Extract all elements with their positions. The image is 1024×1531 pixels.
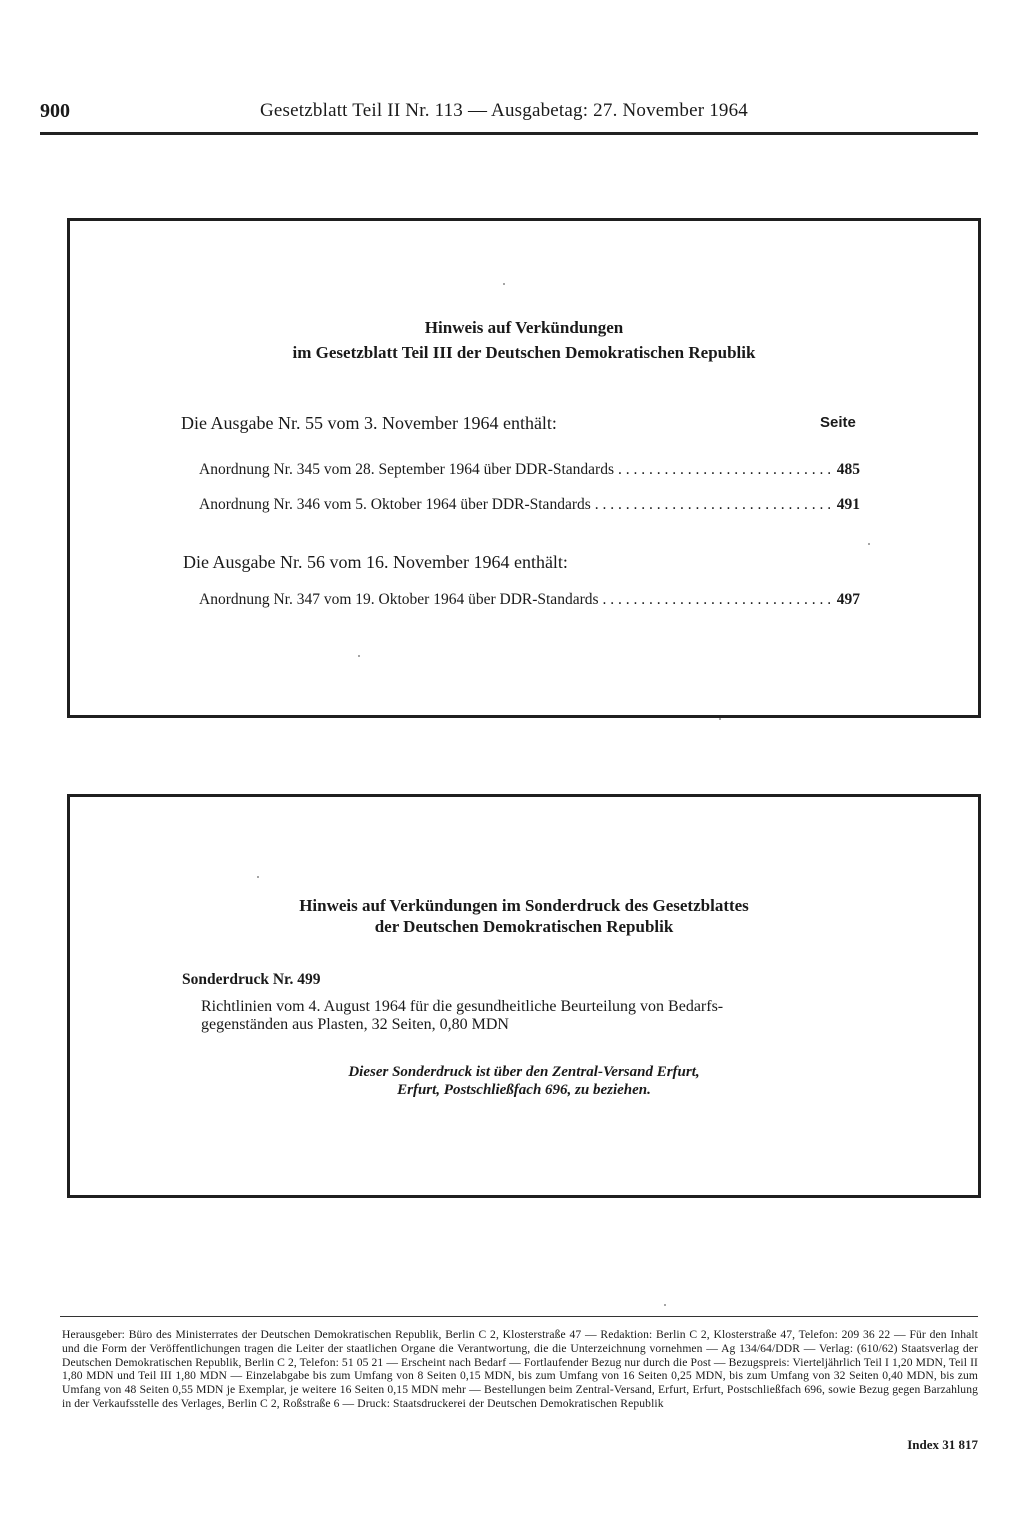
header-title: Gesetzblatt Teil II Nr. 113 — Ausgabetag: 27. November 1964: [260, 100, 749, 121]
entry-text: Anordnung Nr. 347 vom 19. Oktober 1964 über DDR-Standards: [199, 591, 599, 608]
leader-dots: [614, 461, 830, 479]
entry-text: Anordnung Nr. 345 vom 28. September 1964 über DDR-Standards: [199, 461, 615, 478]
entry-page: 497: [836, 591, 860, 608]
issue1-entry: [199, 461, 860, 479]
scan-speck: [358, 655, 360, 657]
entry-text: Anordnung Nr. 346 vom 5. Oktober 1964 über DDR-Standards: [199, 496, 591, 513]
distribution-note-line1: Dieser Sonderdruck ist über den Zentral-Versand Erfurt,: [348, 1064, 700, 1080]
box2-heading-line1: Hinweis auf Verkündungen im Sonderdruck des Gesetzblattes: [299, 896, 749, 915]
seite-label: Seite: [820, 414, 856, 431]
sonderdruck-description-line1: Richtlinien vom 4. August 1964 für die gesundheitliche Beurteilung von Bedarfs-: [201, 998, 724, 1015]
scan-speck: [719, 718, 721, 720]
scan-speck: [503, 283, 505, 285]
leader-dots: [599, 591, 830, 609]
page-number: 900: [40, 100, 70, 122]
imprint-text: Herausgeber: Büro des Ministerrates der Deutschen Demokratischen Republik, Berlin C 2, Klosterstraße 47 — Redaktion: Berlin C 2, Klosterstraße 47, Telefon: 209 36 22 — Für den Inhalt und die Form der Veröffentlichungen tragen die Leiter der staatlichen Organe die Verantwortung, die die Unterzeichnung vornehmen — Ag 134/64/DDR — Verlag: (610/62) Staatsverlag der Deutschen Demokratischen Republik, Berlin C 2, Telefon: 51 05 21 — Erscheint nach Bedarf — Fortlaufender Bezug nur durch die Post — Bezugspreis: Vierteljährlich Teil I 1,20 MDN, Teil II 1,80 MDN und Teil III 1,80 MDN — Einzelabgabe bis zum Umfang von 8 Seiten 0,15 MDN, bis zum Umfang von 16 Seiten 0,25 MDN, bis zum Umfang von 32 Seiten 0,40 MDN, bis zum Umfang von 48 Seiten 0,55 MDN je Exemplar, je weitere 16 Seiten 0,15 MDN mehr — Bestellungen beim Zentral-Versand, Erfurt, Erfurt, Postschließfach 696, sowie Bezug gegen Barzahlung in der Verkaufsstelle des Verlages, Berlin C 2, Roßstraße 6 — Druck: Staatsdruckerei der Deutschen Demokratischen Republik: [62, 1328, 978, 1410]
issue2-title: Die Ausgabe Nr. 56 vom 16. November 1964 enthält:: [183, 552, 568, 572]
footer-rule: [60, 1316, 978, 1317]
sonderdruck-description-line2: gegenständen aus Plasten, 32 Seiten, 0,80 MDN: [201, 1016, 509, 1033]
box1-heading-line2: im Gesetzblatt Teil III der Deutschen Demokratischen Republik: [292, 343, 756, 362]
entry-page: 485: [836, 461, 860, 478]
issue2-entry: [199, 591, 860, 609]
notice-box-sonderdruck: [67, 794, 981, 1198]
issue1-entry: [199, 496, 860, 514]
box1-heading-line1: Hinweis auf Verkündungen: [424, 318, 624, 337]
entry-page: 491: [836, 496, 860, 513]
scan-speck: [868, 543, 870, 545]
sonderdruck-label: Sonderdruck Nr. 499: [182, 971, 321, 988]
header-rule: [40, 132, 978, 135]
index-number: Index 31 817: [907, 1437, 978, 1452]
issue1-title: Die Ausgabe Nr. 55 vom 3. November 1964 enthält:: [181, 413, 557, 433]
distribution-note-line2: Erfurt, Postschließfach 696, zu beziehen.: [397, 1082, 651, 1098]
box2-heading-line2: der Deutschen Demokratischen Republik: [374, 917, 674, 936]
scan-speck: [257, 876, 259, 878]
scan-speck: [664, 1304, 666, 1306]
leader-dots: [591, 496, 830, 514]
